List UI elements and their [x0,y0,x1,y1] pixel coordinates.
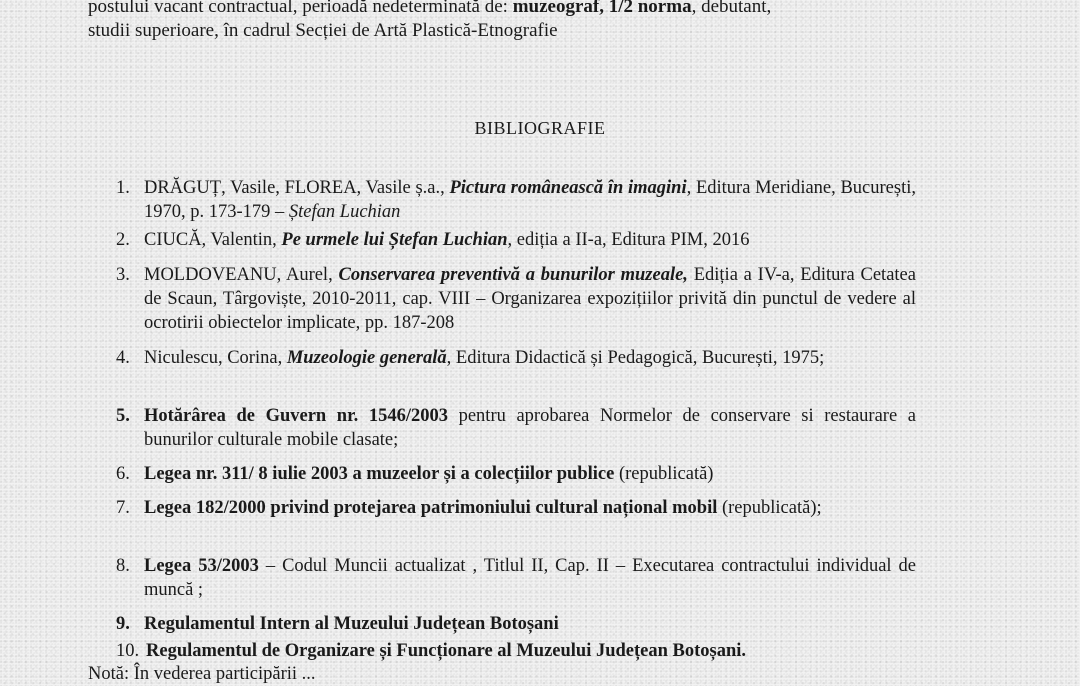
item-title: Legea 182/2000 privind protejarea patrimoniului cultural național mobil [144,498,718,518]
bibliography-item [116,404,916,452]
item-details: pentru aprobarea Normelor de conservare si restaurare a bunurilor culturale mobile clasate; [144,406,916,450]
item-number: 1. [116,178,130,198]
item-details: (republicată); [717,498,822,518]
item-title: Muzeologie generală [286,348,447,368]
item-details: (republicată) [614,464,714,484]
intro-text: postului vacant contractual, perioadă nedeterminată de: [88,0,513,17]
bibliography-item [116,176,916,224]
item-title: Conservarea preventivă a bunurilor muzeale, [338,265,688,285]
item-number: 6. [116,464,130,484]
item-title: Pictura românească în imagini [449,178,687,198]
item-number: 8. [116,556,130,576]
item-number: 7. [116,498,130,518]
item-details: – Codul Muncii actualizat , Titlul II, Cap. II – Executarea contractului individual de muncă ; [144,556,916,600]
item-title: Regulamentul de Organizare și Funcționare al Muzeului Județean Botoșani. [146,641,747,661]
item-author: CIUCĂ, Valentin, [144,230,282,250]
intro-text-end: , debutant, [691,0,772,17]
item-number: 3. [116,265,130,285]
bibliography-item [116,554,916,602]
intro-position: muzeograf, 1/2 norma [512,0,692,17]
bibliography-item [116,228,916,252]
bibliography-item [116,263,916,335]
item-details: , Editura Didactică și Pedagogică, București, 1975; [446,348,825,368]
item-details: , ediția a II-a, Editura PIM, 2016 [507,230,750,250]
intro-line-2: studii superioare, în cadrul Secției de Artă Plastică-Etnografie [88,20,558,41]
item-number: 2. [116,230,130,250]
item-subject: Ștefan Luchian [288,202,401,222]
item-title: Pe urmele lui Ștefan Luchian [281,230,508,250]
note-partial: Notă: În vederea participării ... [88,664,316,684]
item-author: MOLDOVEANU, Aurel, [144,265,339,285]
bibliography-item [116,612,916,636]
item-number: 5. [116,406,130,426]
bibliography-item [116,639,916,663]
item-author: Niculescu, Corina, [144,348,287,368]
item-details: Ediția a IV-a, Editura Cetatea de Scaun, Târgoviște, 2010-2011, cap. VIII – Organizarea expozițiilor privită din punctul de vedere al ocrotirii obiectelor implicate, pp. 187-208 [144,265,916,333]
section-title: BIBLIOGRAFIE [474,118,606,138]
item-title: Hotărârea de Guvern nr. 1546/2003 [144,406,448,426]
bibliography-item [116,496,916,520]
item-details: , Editura Meridiane, București, 1970, p. 173-179 – [144,178,916,222]
item-author: DRĂGUȚ, Vasile, FLOREA, Vasile ș.a., [144,178,450,198]
intro-paragraph [88,0,928,43]
bibliography-item [116,346,916,370]
item-title: Regulamentul Intern al Muzeului Județean Botoșani [144,614,559,634]
item-number: 4. [116,348,130,368]
bibliography-item [116,462,916,486]
item-title: Legea 53/2003 [144,556,259,576]
item-title: Legea nr. 311/ 8 iulie 2003 a muzeelor și a colecțiilor publice [144,464,615,484]
item-number: 9. [116,614,130,634]
item-number: 10. [116,641,140,661]
